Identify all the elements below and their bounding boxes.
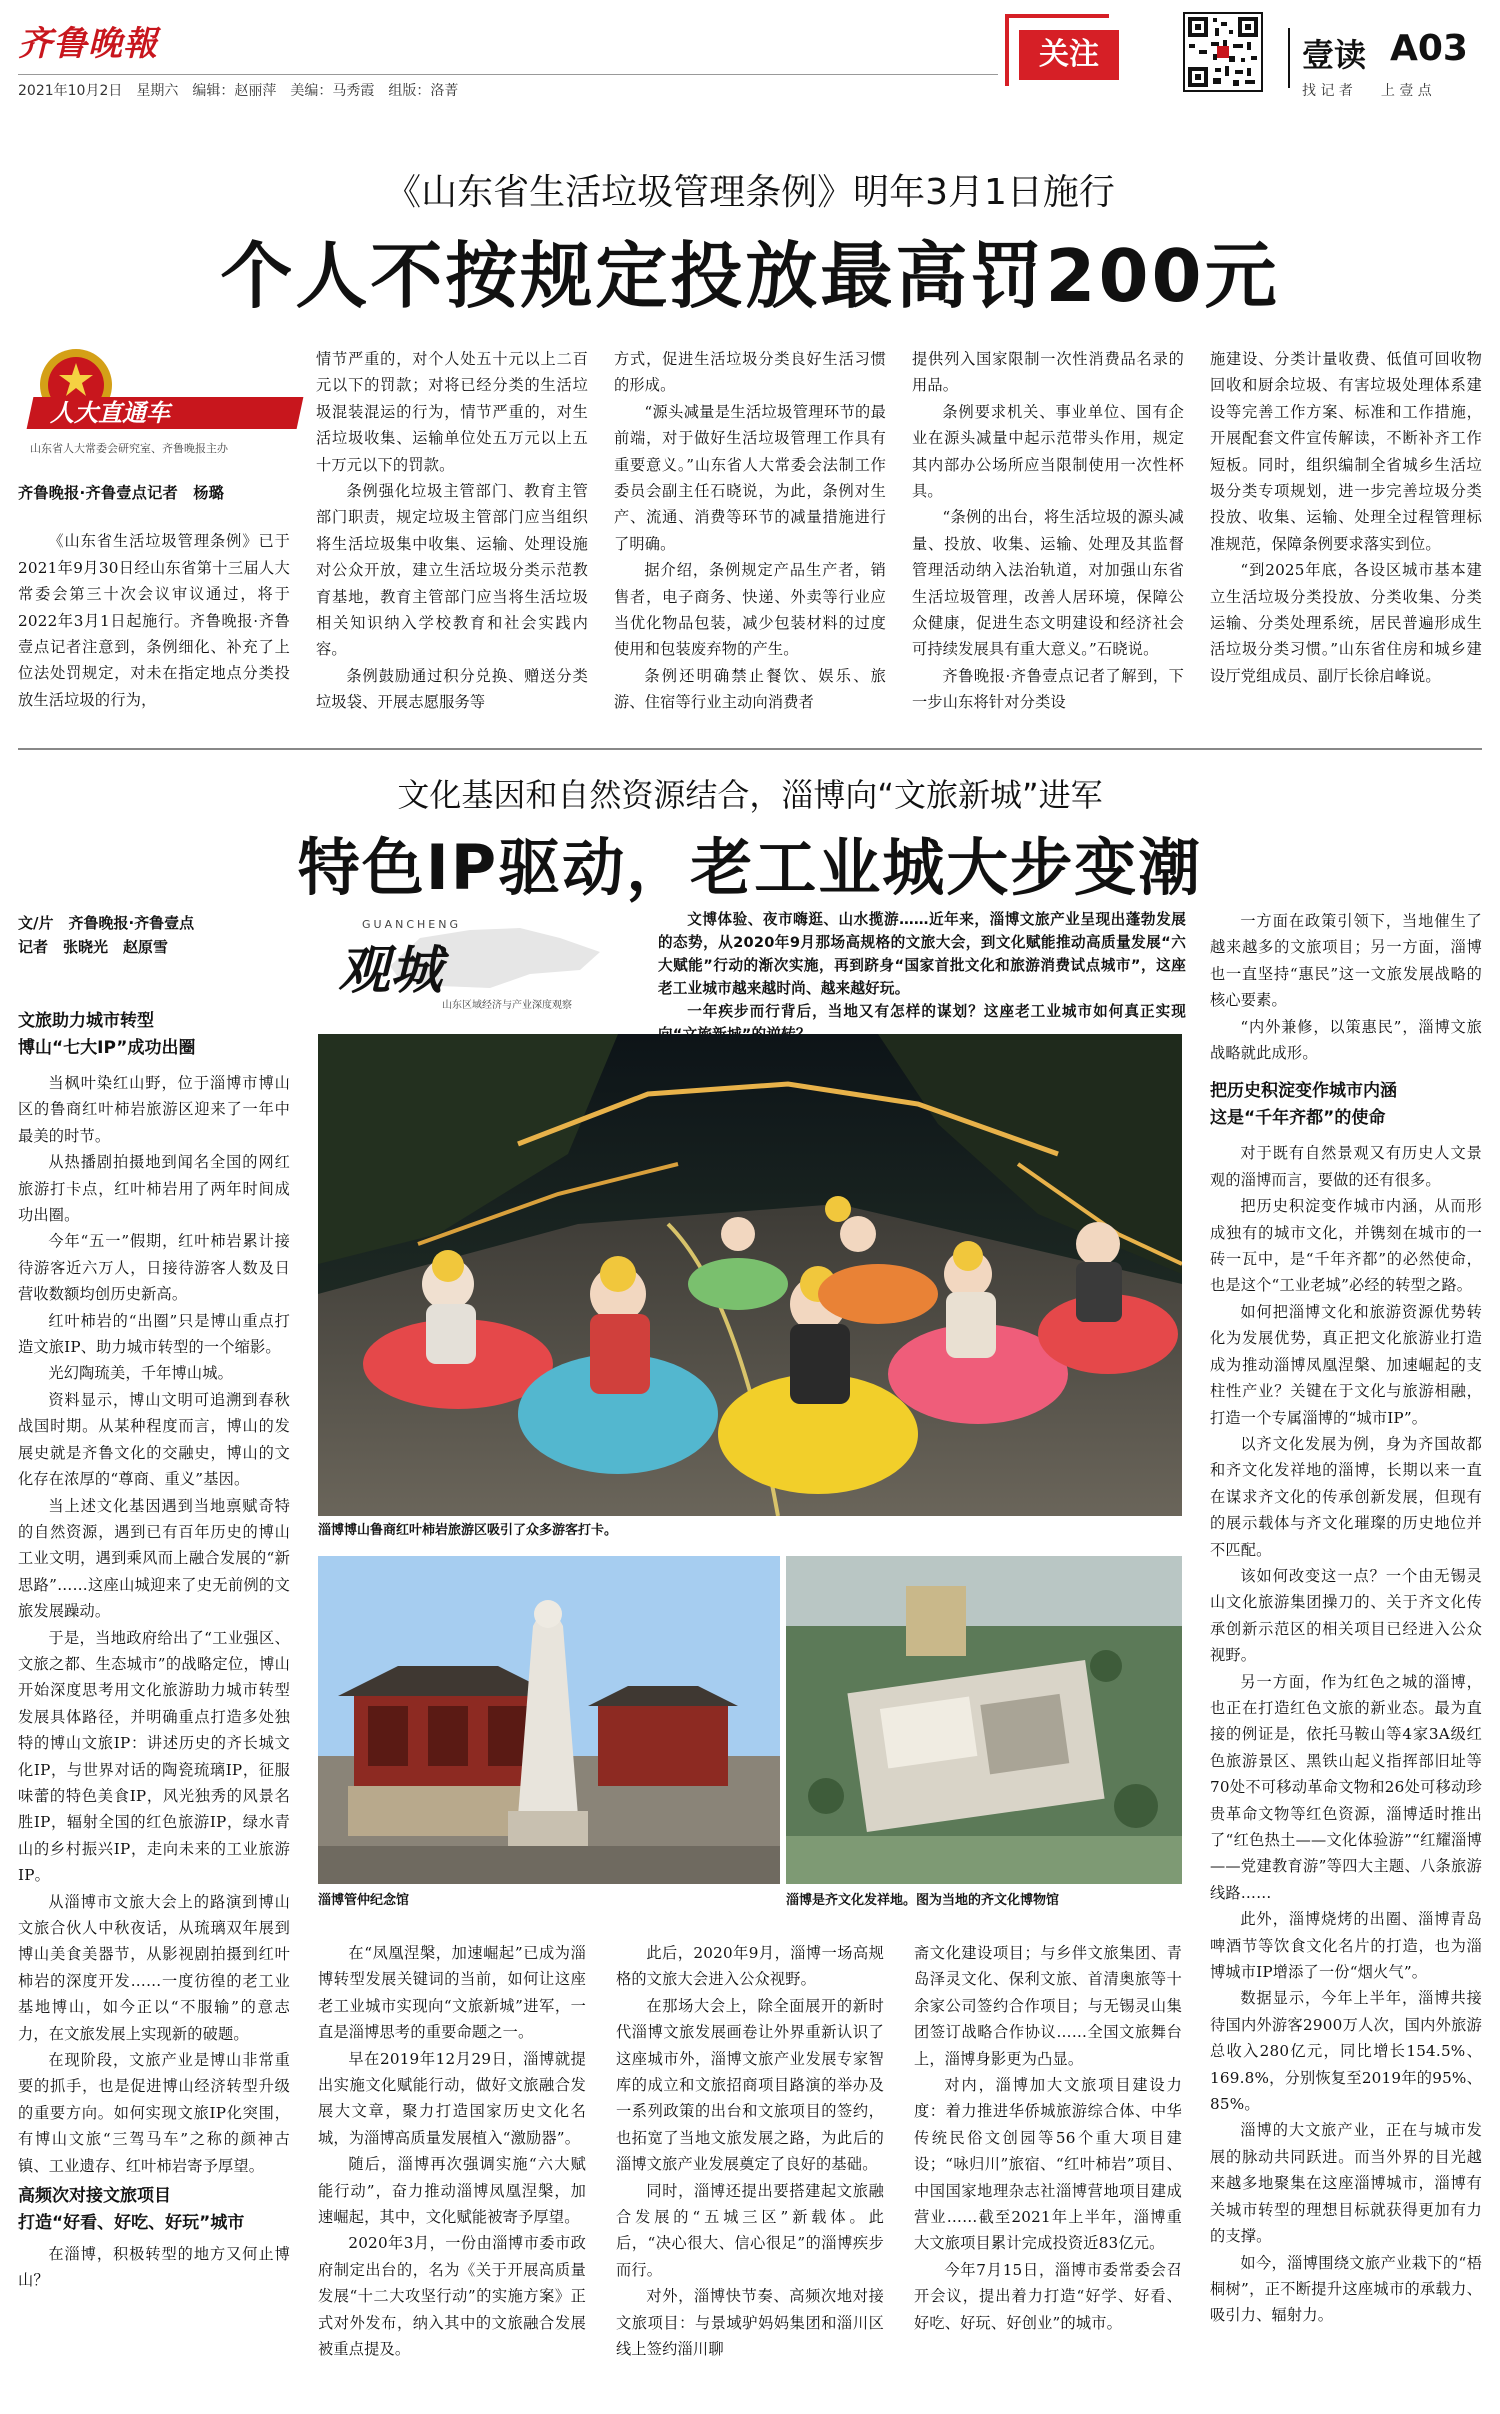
paragraph: 红叶柿岩的“出圈”只是博山重点打造文旅IP、助力城市转型的一个缩影。: [18, 1311, 290, 1357]
paragraph: 今年“五一”假期，红叶柿岩累计接待游客近六万人，日接待游客人数及日营收数额均创历史新高。: [18, 1232, 290, 1304]
paragraph: 资料显示，博山文明可追溯到春秋战国时期。从某种程度而言，博山的发展史就是齐鲁文化的交融史，博山的文化存在浓厚的“尊商、重义”基因。: [18, 1390, 290, 1489]
page-number: A03: [1390, 28, 1468, 69]
article2-bottom-col2: [616, 1940, 884, 2363]
paragraph: “到2025年底，各设区城市基本建立生活垃圾分类投放、分类收集、分类运输、分类处理系统，居民普遍形成生活垃圾分类习惯。”山东省住房和城乡建设厅党组成员、副厅长徐启峰说。: [1210, 561, 1482, 685]
article1-headline: 个人不按规定投放最高罚200元: [220, 234, 1280, 318]
photo-guanzhong-memorial: [318, 1556, 780, 1884]
masthead-rule: [18, 74, 998, 75]
paragraph: “内外兼修，以策惠民”，淄博文旅战略就此成形。: [1210, 1017, 1482, 1063]
photo1-caption: 淄博博山鲁商红叶柿岩旅游区吸引了众多游客打卡。: [318, 1523, 618, 1538]
paragraph: 情节严重的，对个人处五十元以上二百元以下的罚款；对将已经分类的生活垃圾混装混运的行为，情节严重的，对生活垃圾收集、运输单位处五万元以上五十万元以下的罚款。: [316, 350, 588, 474]
article2-right-column: [1210, 908, 1482, 2329]
credit-line-1: 文/片 齐鲁晚报·齐鲁壹点: [18, 914, 195, 932]
paragraph: 从淄博市文旅大会上的路演到博山文旅合伙人中秋夜话，从琉璃双年展到博山美食美器节，从影视剧拍摄到红叶柿岩的深度开发……一度彷徨的老工业基地博山，如今正以“不服输”的意志力，在文旅发展上实现新的破题。: [18, 1892, 290, 2043]
paragraph: 随后，淄博再次强调实施“六大赋能行动”，奋力推动淄博凤凰涅槃，加速崛起，其中，文化赋能被寄予厚望。: [318, 2155, 586, 2227]
article1-col5: [1210, 346, 1482, 689]
article2-bottom-col1: [318, 1940, 586, 2363]
paragraph: 此外，淄博烧烤的出圈、淄博青岛啤酒节等饮食文化名片的打造，也为淄博城市IP增添了一份“烟火气”。: [1210, 1910, 1482, 1982]
article2-lead: [658, 908, 1186, 1046]
paragraph: 提供列入国家限制一次性消费品名录的用品。: [912, 350, 1184, 395]
paragraph: 此后，2020年9月，淄博一场高规格的文旅大会进入公众视野。: [616, 1944, 884, 1989]
paragraph: 早在2019年12月29日，淄博就提出实施文化赋能行动，做好文旅融合发展大文章，聚力打造国家历史文化名城，为淄博高质量发展植入“激励器”。: [318, 2049, 586, 2147]
article2-kicker: 文化基因和自然资源结合，淄博向“文旅新城”进军: [397, 776, 1103, 814]
section-tag: 关注: [1019, 30, 1119, 80]
paragraph: 方式，促进生活垃圾分类良好生活习惯的形成。: [614, 350, 886, 395]
photo3-caption: 淄博是齐文化发祥地。图为当地的齐文化博物馆: [786, 1893, 1060, 1908]
paragraph: 该如何改变这一点？一个由无锡灵山文化旅游集团操刀的、关于齐文化传承创新示范区的相关项目已经进入公众视野。: [1210, 1566, 1482, 1665]
subheading: 把历史积淀变作城市内涵 这是“千年齐都”的使命: [1210, 1081, 1397, 1129]
photo-qi-culture-museum: [786, 1556, 1182, 1884]
paragraph: 淄博的大文旅产业，正在与城市发展的脉动共同跃进。而当外界的目光越来越多地聚集在这座淄博城市，淄博有关城市转型的理想目标就获得更加有力的支撑。: [1210, 2121, 1482, 2246]
subheading: 文旅助力城市转型 博山“七大IP”成功出圈: [18, 1011, 196, 1058]
paragraph: 2020年3月，一份由淄博市委市政府制定出台的，名为《关于开展高质量发展“十二大攻坚行动”的实施方案》正式对外发布，纳入其中的文旅融合发展被重点提及。: [318, 2234, 586, 2359]
paragraph: 在“凤凰涅槃，加速崛起”已成为淄博转型发展关键词的当前，如何让这座老工业城市实现向“文旅新城”进军，一直是淄博思考的重要命题之一。: [318, 1944, 586, 2042]
slogan: 找 记 者 上 壹 点: [1302, 83, 1432, 99]
guancheng-logo-sub: 山东区域经济与产业深度观察: [442, 1000, 572, 1011]
paragraph: 如今，淄博围绕文旅产业栽下的“梧桐树”，正不断提升这座城市的承载力、吸引力、辐射力。: [1210, 2253, 1482, 2325]
paragraph: 在那场大会上，除全面展开的新时代淄博文旅发展画卷让外界重新认识了这座城市外，淄博文旅产业发展专家智库的成立和文旅招商项目路演的举办及一系列政策的出台和文旅项目的签约，也拓宽了当地文旅发展之路，为此后的淄博文旅产业发展奠定了良好的基础。: [616, 1996, 884, 2174]
paragraph: “条例的出台，将生活垃圾的源头减量、投放、收集、运输、处理及其监督管理活动纳入法治轨道，对加强山东省生活垃圾管理，改善人居环境，保障公众健康，促进生态文明建设和经济社会可持续发展具有重大意义。”石晓说。: [912, 508, 1184, 659]
guancheng-logo: [330, 908, 620, 1011]
paragraph: 于是，当地政府给出了“工业强区、文旅之都、生态城市”的战略定位，博山开始深度思考用文化旅游助力城市转型发展具体路径，并明确重点打造多处独特的博山文旅IP：讲述历史的齐长城文化IP，与世界对话的陶瓷琉璃IP，征服味蕾的特色美食IP，风光独秀的风景名胜IP，辐射全国的红色旅游IP，绿水青山的乡村振兴IP，走向未来的工业旅游IP。: [18, 1628, 290, 1885]
paragraph: 同时，淄博还提出要搭建起文旅融合发展的“五城三区”新载体。此后，“决心很大、信心很足”的淄博疾步而行。: [616, 2181, 884, 2279]
photo-gokart-riders: [318, 1034, 1182, 1516]
paragraph: 齐鲁晚报·齐鲁壹点记者了解到，下一步山东将针对分类设: [912, 666, 1184, 712]
paragraph: 如何把淄博文化和旅游资源优势转化为发展优势，真正把文化旅游业打造成为推动淄博凤凰涅槃、加速崛起的支柱性产业？关键在于文化与旅游相融，打造一个专属淄博的“城市IP”。: [1210, 1302, 1482, 1427]
paragraph: “源头减量是生活垃圾管理环节的最前端，对于做好生活垃圾管理工作具有重要意义。”山东省人大常委会法制工作委员会副主任石晓说，为此，条例对生产、流通、消费等环节的减量措施进行了明确。: [614, 402, 886, 553]
credit-line-2: 记者 张晓光 赵原雪: [18, 938, 169, 956]
lead-paragraph: 文博体验、夜市嗨逛、山水揽游……近年来，淄博文旅产业呈现出蓬勃发展的态势，从2020年9月那场高规格的文旅大会，到文化赋能推动高质量发展“六大赋能”行动的渐次实施，再到跻身“国家首批文化和旅游消费试点城市”，这座老工业城市越来越时尚、越来越好玩。: [658, 911, 1186, 997]
paragraph: 数据显示，今年上半年，淄博共接待国内外游客2900万人次，国内外旅游总收入280亿元，同比增长154.5%、169.8%，分别恢复至2019年的95%、85%。: [1210, 1989, 1482, 2114]
paragraph: 对外，淄博快节奏、高频次地对接文旅项目：与景域驴妈妈集团和淄川区线上签约淄川聊: [616, 2287, 884, 2359]
paragraph: 条例鼓励通过积分兑换、赠送分类垃圾袋、开展志愿服务等: [316, 666, 588, 712]
npc-logo: [30, 345, 300, 430]
masthead-divider: [1288, 28, 1290, 88]
paragraph: 当枫叶染红山野，位于淄博市博山区的鲁商红叶柿岩旅游区迎来了一年中最美的时节。: [18, 1074, 290, 1145]
article2-headline: 特色IP驱动，老工业城大步变潮: [297, 831, 1203, 904]
article2-left-column: [18, 1004, 290, 2294]
article1-col2: [316, 346, 588, 716]
paragraph: 据介绍，条例规定产品生产者，销售者，电子商务、快递、外卖等行业应当优化物品包装，减少包装材料的过度使用和包装废弃物的产生。: [614, 561, 886, 659]
paragraph: 施建设、分类计量收费、低值可回收物回收和厨余垃圾、有害垃圾处理体系建设等完善工作方案、标准和工作措施，开展配套文件宣传解读，不断补齐工作短板。同时，组织编制全省城乡生活垃圾分类专项规划，进一步完善垃圾分类投放、收集、运输、处理全过程管理标准规范，保障条例要求落实到位。: [1210, 350, 1482, 553]
paragraph: 另一方面，作为红色之城的淄博，也正在打造红色文旅的新业态。最为直接的例证是，依托马鞍山等4家3A级红色旅游景区、黑铁山起义指挥部旧址等70处不可移动革命文物和26处可移动珍贵革命文物等红色资源，淄博适时推出了“红色热土——文化体验游”“红耀淄博——党建教育游”等四大主题、八条旅游线路……: [1210, 1672, 1482, 1902]
paragraph: 一方面在政策引领下，当地催生了越来越多的文旅项目；另一方面，淄博也一直坚持“惠民”这一文旅发展战略的核心要素。: [1210, 912, 1482, 1010]
article2-bottom-col3: [914, 1940, 1182, 2336]
article1-byline: 齐鲁晚报·齐鲁壹点记者 杨璐: [18, 484, 225, 502]
guancheng-logo-en: GUANCHENG: [362, 918, 461, 931]
paragraph: 对内，淄博加大文旅项目建设力度：着力推进华侨城旅游综合体、中华传统民俗文创园等56个重大项目建设；“咏归川”旅宿、“红叶柿岩”项目、中国国家地理杂志社淄博营地项目建成营业……截至2021年上半年，淄博重大文旅项目累计完成投资近83亿元。: [914, 2076, 1182, 2253]
lead-paragraph: 一年疾步而行背后，当地又有怎样的谋划？这座老工业城市如何真正实现: [687, 1003, 1186, 1020]
page-label: 壹读: [1302, 36, 1367, 74]
article1-col4: [912, 346, 1184, 716]
paragraph: 对于既有自然景观又有历史人文景观的淄博而言，要做的还有很多。: [1210, 1144, 1482, 1189]
paragraph: 条例要求机关、事业单位、国有企业在源头减量中起示范带头作用，规定其内部办公场所应当限制使用一次性杯具。: [912, 402, 1184, 501]
paragraph: 今年7月15日，淄博市委常委会召开会议，提出着力打造“好学、好看、好吃、好玩、好创业”的城市。: [914, 2260, 1182, 2332]
masthead-logo: 齐鲁晚報: [18, 24, 158, 64]
paragraph: 以齐文化发展为例，身为齐国故都和齐文化发祥地的淄博，长期以来一直在谋求齐文化的传承创新发展，但现有的展示载体与齐文化璀璨的历史地位并不匹配。: [1210, 1434, 1482, 1559]
subheading: 高频次对接文旅项目 打造“好看、好吃、好玩”城市: [18, 2186, 245, 2234]
paragraph: 条例强化垃圾主管部门、教育主管部门职责，规定垃圾主管部门应当组织将生活垃圾集中收集、运输、处理设施对公众开放，建立生活垃圾分类示范教育基地，教育主管部门应当将生活垃圾相关知识纳入学校教育和社会实践内容。: [316, 482, 588, 659]
paragraph: 把历史积淀变作城市内涵，从而形成独有的城市文化，并镌刻在城市的一砖一瓦中，是“千年齐都”的必然使命，也是这个“工业老城”必经的转型之路。: [1210, 1197, 1482, 1295]
paragraph: 在淄博，积极转型的地方又何止博山？: [18, 2245, 290, 2290]
date-line: 2021年10月2日 星期六 编辑：赵丽萍 美编：马秀霞 组版：洛菁: [18, 83, 459, 99]
paragraph: 在现阶段，文旅产业是博山非常重要的抓手，也是促进博山经济转型升级的重要方向。如何实现文旅IP化突围，有博山文旅“三驾马车”之称的颜神古镇、工业遗存、红叶柿岩寄予厚望。: [18, 2051, 290, 2175]
guancheng-logo-main: 观城: [338, 941, 443, 1001]
article1-col1: [18, 480, 290, 713]
article1-kicker: 《山东省生活垃圾管理条例》明年3月1日施行: [385, 172, 1115, 213]
article1-col3: [614, 346, 886, 716]
paragraph: 条例还明确禁止餐饮、娱乐、旅游、住宿等行业主动向消费者: [614, 666, 886, 712]
photo2-caption: 淄博管仲纪念馆: [318, 1893, 410, 1908]
npc-logo-sub: 山东省人大常委会研究室、齐鲁晚报主办: [30, 442, 228, 455]
qr-code[interactable]: [1183, 12, 1263, 92]
paragraph: 光幻陶琉美，千年博山城。: [48, 1364, 234, 1383]
article-separator: [18, 748, 1482, 750]
paragraph: 斋文化建设项目；与乡伴文旅集团、青岛泽灵文化、保利文旅、首清奥旅等十余家公司签约合作项目；与无锡灵山集团签订战略合作协议……全国文旅舞台上，淄博身影更为凸显。: [914, 1944, 1182, 2068]
paragraph: 当上述文化基因遇到当地禀赋奇特的自然资源，遇到已有百年历史的博山工业文明，遇到乘风而上融合发展的“新思路”……这座山城迎来了史无前例的文旅发展躁动。: [18, 1496, 290, 1621]
paragraph: 《山东省生活垃圾管理条例》已于2021年9月30日经山东省第十三届人大常委会第三十次会议审议通过，将于2022年3月1日起施行。齐鲁晚报·齐鲁壹点记者注意到，条例细化、补充了上位法处罚规定，对未在指定地点分类投放生活垃圾的行为，: [18, 532, 290, 709]
npc-logo-text: 人大直通车: [50, 399, 170, 427]
paragraph: 从热播剧拍摄地到闻名全国的网红旅游打卡点，红叶柿岩用了两年时间成功出圈。: [18, 1153, 290, 1225]
